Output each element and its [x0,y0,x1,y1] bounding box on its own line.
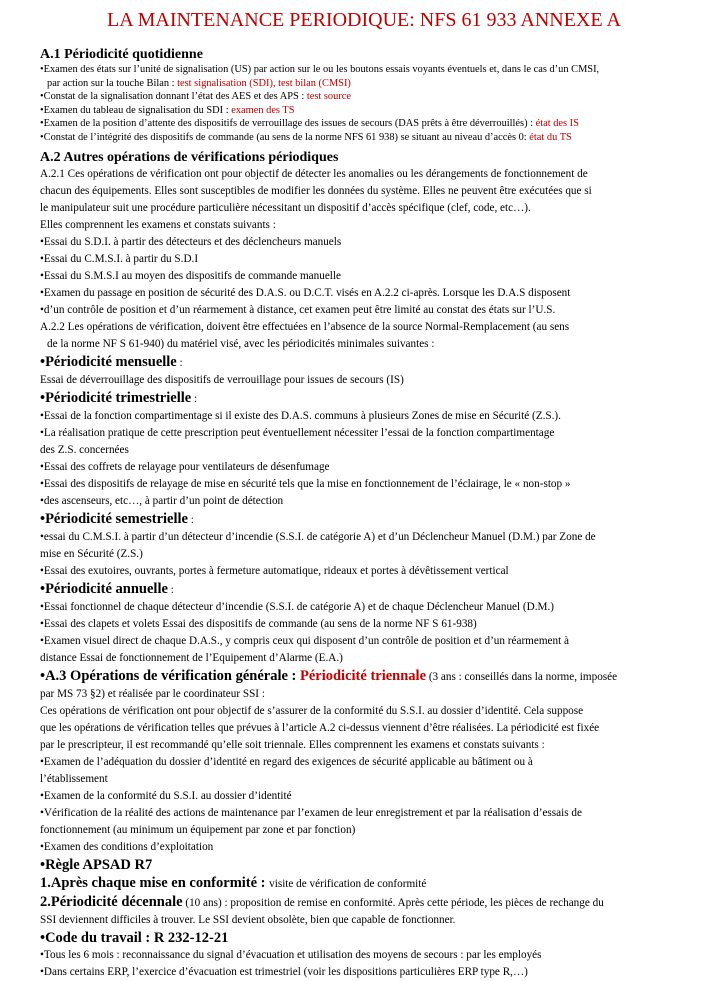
paragraph-line: l’établissement [40,772,108,785]
paragraph-line: A.2.2 Les opérations de vérification, doivent être effectuées en l’absence de la source Normal-Remplacement (au sens [40,320,570,333]
paragraph-line: mise en Sécurité (Z.S.) [40,547,143,560]
section-other-checks [40,149,706,353]
section-semiannual [40,510,706,580]
section-daily [40,46,706,145]
paragraph-line: Elles comprennent les examens et constats suivants : [40,218,276,231]
list-item: • Tous les 6 mois : reconnaissance du signal d’évacuation et utilisation des moyens de secours : par les employés [40,947,706,964]
paragraph-line: que les opérations de vérification telles que prévues à l’article A.2 ci-dessus viennent d’être réalisées. La périodicité est fixée [40,721,600,734]
subheading-decennial: 2.Périodicité décennale (10 ans) : proposition de remise en conformité. Après cette période, les pièces de rechange du [40,893,604,910]
section-heading-labor-code: • Code du travail : R 232-12-21 [40,929,706,947]
page-title: LA MAINTENANCE PERIODIQUE: NFS 61 933 ANNEXE A [107,9,621,31]
list-item: • des ascenseurs, etc…, à partir d’un point de détection [40,493,706,510]
paragraph-line: distance Essai de fonctionnement de l’Equipement d’Alarme (E.A.) [40,651,343,664]
section-heading-monthly: • Périodicité mensuelle : [40,353,706,372]
paragraph-line: par le prescripteur, il est recommandé qu’elle soit triennale. Elles comprennent les examens et constats suivants : [40,738,545,751]
section-heading-daily: A.1 Périodicité quotidienne [40,47,203,62]
list-item: • Essai des clapets et volets Essai des dispositifs de commande (au sens de la norme NF S 61-938) [40,616,706,633]
highlight-text: test source [306,91,352,103]
highlight-text: état des IS [535,118,579,130]
section-heading-general-check: • A.3 Opérations de vérification générale : Périodicité triennale (3 ans : conseillés dans la norme, imposée [40,667,706,686]
list-item: • Examen de la conformité du S.S.I. au dossier d’identité [40,788,706,805]
section-heading-semiannual: • Périodicité semestrielle : [40,510,706,529]
section-heading-other-checks: A.2 Autres opérations de vérifications périodiques [40,149,339,165]
subheading-conformity: 1.Après chaque mise en conformité : visite de vérification de conformité [40,874,427,891]
list-item: • Essai du S.M.S.I au moyen des dispositifs de commande manuelle [40,268,706,285]
paragraph-line: SSI deviennent difficiles à trouver. Le SSI devient obsolète, bien que capable de fonctionner. [40,913,456,926]
list-item: • Essai des dispositifs de relayage de mise en sécurité tels que la mise en fonctionnement de l’éclairage, le « non-stop » [40,476,706,493]
list-item: • Constat de l’intégrité des dispositifs de commande (au sens de la norme NFS 61 938) se situant au niveau d’accès 0: état du TS [40,131,706,145]
list-item: • Vérification de la réalité des actions de maintenance par l’examen de leur enregistrement et par la réalisation d’essais de [40,805,706,822]
section-general-check [40,667,706,856]
highlight-text: état du TS [529,131,572,143]
paragraph-line: le manipulateur suit une procédure particulière nécessitant un dispositif d’accès spécifique (clef, code, etc…). [40,201,531,214]
section-monthly [40,353,706,389]
list-item: • Examen visuel direct de chaque D.A.S., y compris ceux qui disposent d’un contrôle de position et d’un réarmement à [40,633,706,650]
paragraph-line: fonctionnement (au minimum un équipement par zone et par fonction) [40,823,356,836]
list-item: • Examen des conditions d’exploitation [40,839,706,856]
list-item: • Constat de la signalisation donnant l’état des AES et des APS : test source [40,90,706,104]
list-item-continuation: par action sur la touche Bilan : test signalisation (SDI), test bilan (CMSI) [47,77,351,89]
list-item: • Examen du passage en position de sécurité des D.A.S. ou D.C.T. visés en A.2.2 ci-après. Lorsque les D.A.S disposent [40,285,706,302]
highlight-text: Périodicité triennale [299,667,427,684]
paragraph-line: de la norme NF S 61-940) du matériel visé, avec les périodicités minimales suivantes : [47,337,435,350]
paragraph-line: A.2.1 Ces opérations de vérification ont pour objectif de détecter les anomalies ou les dérangements de fonctionnement de [40,167,588,180]
list-item: • Essai des exutoires, ouvrants, portes à fermeture automatique, rideaux et portes à dévêtissement vertical [40,563,706,580]
list-item: • La réalisation pratique de cette prescription peut éventuellement nécessiter l’essai de la fonction compartimentage [40,425,706,442]
list-item: • Essai fonctionnel de chaque détecteur d’incendie (S.S.I. de catégorie A) et de chaque Déclencheur Manuel (D.M.) [40,599,706,616]
section-labor-code [40,929,706,981]
list-item: • Essai du C.M.S.I. à partir du S.D.I [40,251,706,268]
paragraph-line: des Z.S. concernées [40,443,129,456]
highlight-text: test signalisation (SDI), test bilan (CMSI) [177,77,351,89]
list-item: • Dans certains ERP, l’exercice d’évacuation est trimestriel (voir les dispositions particulières ERP type R,…) [40,964,706,981]
section-heading-annual: • Périodicité annuelle : [40,580,706,599]
list-item: • Examen du tableau de signalisation du SDI : examen des TS [40,104,706,118]
list-item: • Essai du S.D.I. à partir des détecteurs et des déclencheurs manuels [40,234,706,251]
list-item: • essai du C.M.S.I. à partir d’un détecteur d’incendie (S.S.I. de catégorie A) et d’un Déclencheur Manuel (D.M.) par Zone de [40,529,706,546]
list-item: • Essai de la fonction compartimentage si il existe des D.A.S. communs à plusieurs Zones de mise en Sécurité (Z.S.). [40,408,706,425]
list-item: • Examen de la position d’attente des dispositifs de verrouillage des issues de secours (DAS prêts à être déverrouillés) : état des IS [40,117,706,131]
paragraph-line: chacun des équipements. Elles sont susceptibles de modifier les données du système. Elles ne peuvent être exécutées que si [40,184,592,197]
section-apsad [40,856,706,929]
paragraph-line: Essai de déverrouillage des dispositifs de verrouillage pour issues de secours (IS) [40,373,404,386]
paragraph-line: par MS 73 §2) et réalisée par le coordinateur SSI : [40,687,265,700]
section-quarterly [40,389,706,510]
list-item: • Examen de l’adéquation du dossier d’identité en regard des exigences de sécurité applicable au bâtiment ou à [40,754,706,771]
section-annual [40,580,706,667]
list-item: • d’un contrôle de position et d’un réarmement à distance, cet examen peut être limité au constat des états sur l’U.S. [40,302,706,319]
highlight-text: examen des TS [231,104,295,116]
section-heading-apsad: • Règle APSAD R7 [40,856,706,874]
section-heading-quarterly: • Périodicité trimestrielle : [40,389,706,408]
list-item: • Examen des états sur l’unité de signalisation (US) par action sur le ou les boutons essais voyants éventuels et, dans le cas d’un CMSI, [40,63,706,77]
paragraph-line: Ces opérations de vérification ont pour objectif de s’assurer de la conformité du S.S.I. au dossier d’identité. Cela suppose [40,704,584,717]
list-item: • Essai des coffrets de relayage pour ventilateurs de désenfumage [40,459,706,476]
